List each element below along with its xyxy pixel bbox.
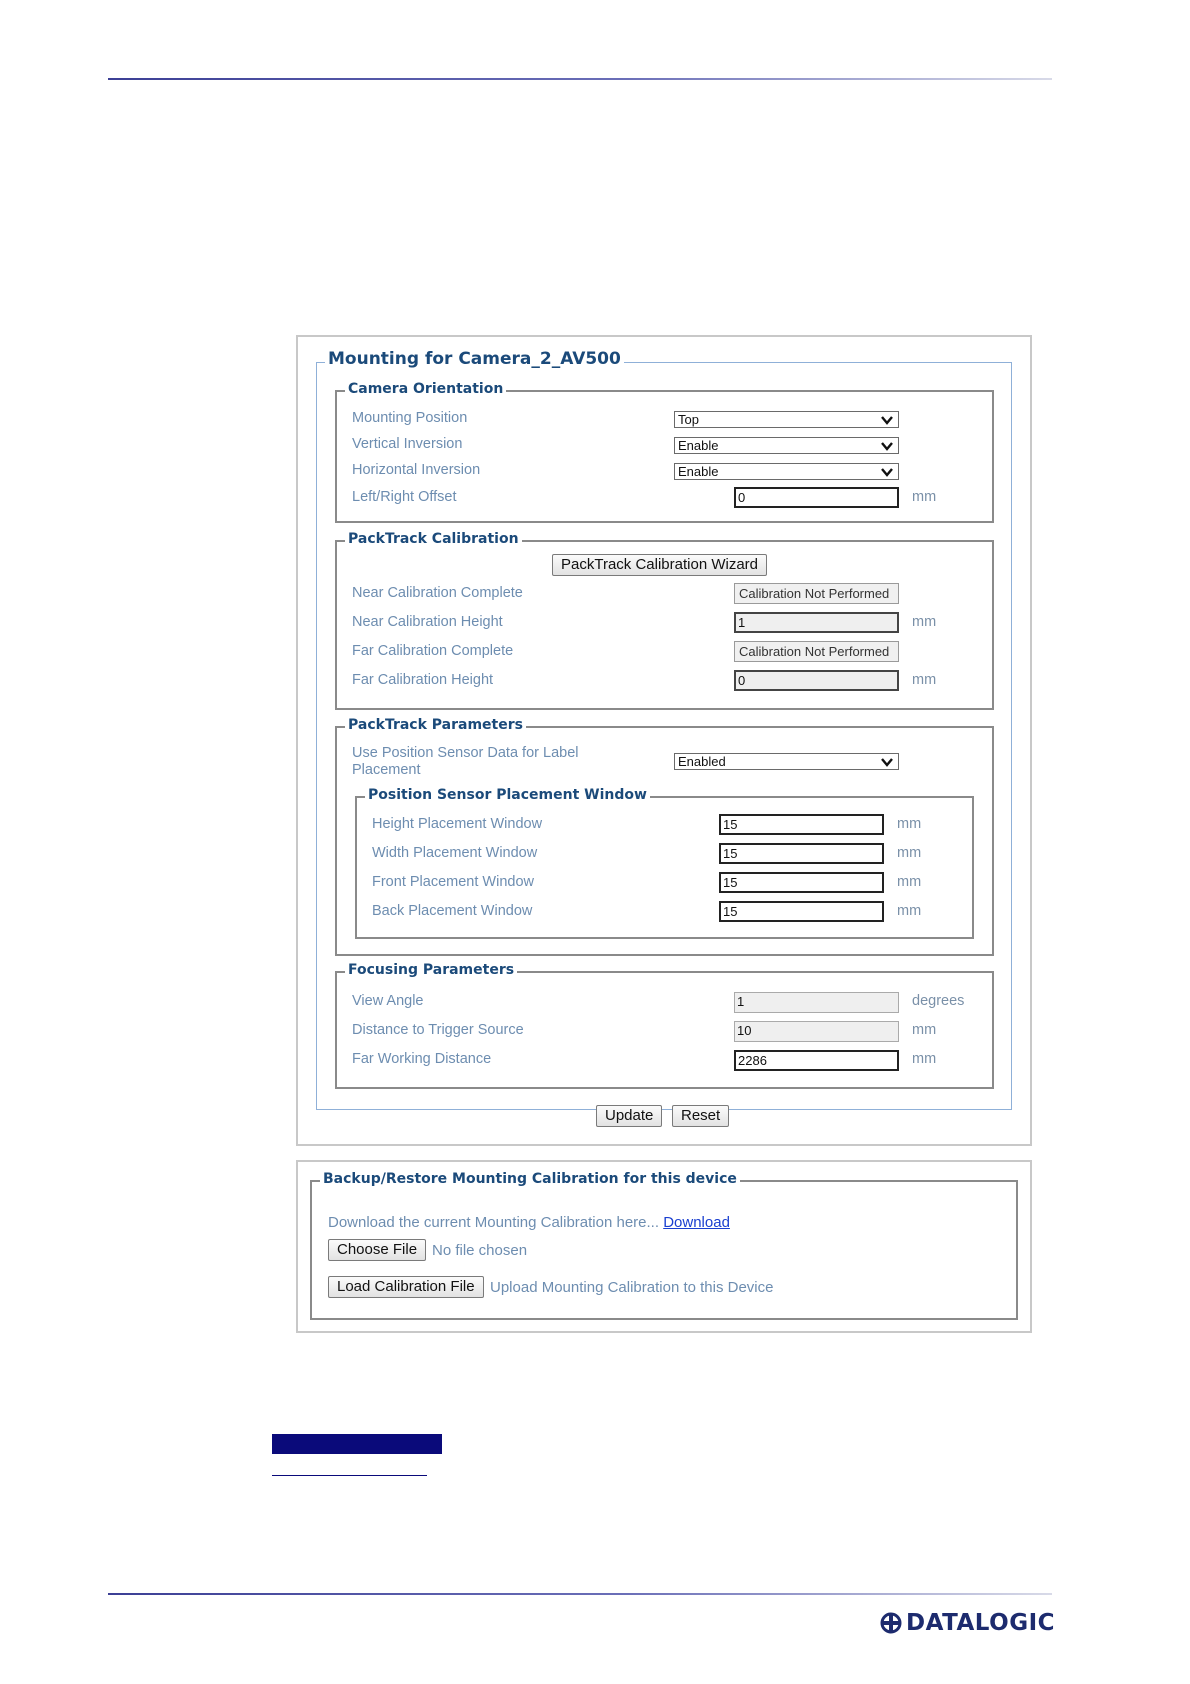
focusing-parameters-legend: Focusing Parameters [345,962,517,978]
far-calibration-height-label: Far Calibration Height [352,672,494,688]
packtrack-parameters-legend: PackTrack Parameters [345,717,526,733]
mounting-panel [296,335,1032,1146]
far-working-distance-input[interactable]: 2286 [734,1050,899,1071]
update-button[interactable]: Update [596,1105,662,1127]
left-right-offset-input[interactable]: 0 [734,487,899,508]
placement-window-fieldset [355,787,974,939]
mounting-position-label: Mounting Position [352,410,468,426]
left-right-offset-unit: mm [912,489,937,505]
far-calibration-height-unit: mm [912,672,937,688]
chevron-down-icon [880,465,894,479]
datalogic-logo-text: DATALOGIC [906,1610,1056,1636]
view-angle-unit: degrees [912,993,965,1009]
back-placement-label: Back Placement Window [372,903,533,919]
reset-button[interactable]: Reset [672,1105,729,1127]
footer-rule [108,1593,1052,1595]
mounting-position-select[interactable]: Top [674,411,899,428]
placement-window-legend: Position Sensor Placement Window [365,787,650,803]
far-working-distance-label: Far Working Distance [352,1051,492,1067]
backup-legend: Backup/Restore Mounting Calibration for this device [320,1171,740,1187]
left-right-offset-label: Left/Right Offset [352,489,457,505]
back-placement-input[interactable]: 15 [719,901,884,922]
near-calibration-height-unit: mm [912,614,937,630]
view-angle-label: View Angle [352,993,424,1009]
view-angle-input: 1 [734,992,899,1013]
width-placement-input[interactable]: 15 [719,843,884,864]
horizontal-inversion-label: Horizontal Inversion [352,462,481,478]
chevron-down-icon [880,755,894,769]
far-working-distance-unit: mm [912,1051,937,1067]
far-calibration-status: Calibration Not Performed [734,641,899,662]
focusing-parameters-fieldset [335,962,994,1089]
download-text [328,1214,730,1231]
camera-orientation-legend: Camera Orientation [345,381,506,397]
choose-file-button[interactable]: Choose File [328,1239,426,1261]
width-placement-label: Width Placement Window [372,845,538,861]
chevron-down-icon [880,439,894,453]
load-calibration-button[interactable]: Load Calibration File [328,1276,484,1298]
front-placement-unit: mm [897,874,922,890]
load-calibration-text: Upload Mounting Calibration to this Device [490,1279,774,1296]
no-file-chosen-text: No file chosen [432,1242,528,1259]
use-position-sensor-select[interactable]: Enabled [674,753,899,770]
mounting-fieldset [316,349,1012,1110]
horizontal-inversion-select[interactable]: Enable [674,463,899,480]
height-placement-label: Height Placement Window [372,816,543,832]
far-calibration-complete-label: Far Calibration Complete [352,643,514,659]
far-calibration-height-input: 0 [734,670,899,691]
packtrack-parameters-fieldset [335,717,994,956]
distance-trigger-label: Distance to Trigger Source [352,1022,524,1038]
download-description: Download the current Mounting Calibration here... [328,1214,660,1231]
packtrack-calibration-wizard-button[interactable]: PackTrack Calibration Wizard [552,554,767,576]
use-position-sensor-label: Use Position Sensor Data for Label [352,745,579,761]
near-calibration-complete-label: Near Calibration Complete [352,585,523,601]
vertical-inversion-select[interactable]: Enable [674,437,899,454]
navy-redaction-bar [272,1434,442,1454]
backup-panel [296,1160,1032,1333]
near-calibration-height-label: Near Calibration Height [352,614,503,630]
chevron-down-icon [880,413,894,427]
vertical-inversion-label: Vertical Inversion [352,436,463,452]
header-rule [108,78,1052,80]
datalogic-logo-icon [880,1612,902,1634]
near-calibration-height-input: 1 [734,612,899,633]
back-placement-unit: mm [897,903,922,919]
width-placement-unit: mm [897,845,922,861]
backup-fieldset [310,1171,1018,1320]
near-calibration-status: Calibration Not Performed [734,583,899,604]
distance-trigger-unit: mm [912,1022,937,1038]
height-placement-input[interactable]: 15 [719,814,884,835]
use-position-sensor-label-2: Placement [352,762,421,778]
packtrack-calibration-legend: PackTrack Calibration [345,531,522,547]
front-placement-input[interactable]: 15 [719,872,884,893]
packtrack-calibration-fieldset [335,531,994,710]
distance-trigger-input: 10 [734,1021,899,1042]
download-link[interactable]: Download [663,1214,730,1231]
datalogic-logo [880,1605,1055,1641]
camera-orientation-fieldset [335,381,994,523]
height-placement-unit: mm [897,816,922,832]
front-placement-label: Front Placement Window [372,874,534,890]
navy-underline [272,1475,427,1476]
mounting-title: Mounting for Camera_2_AV500 [325,349,624,369]
